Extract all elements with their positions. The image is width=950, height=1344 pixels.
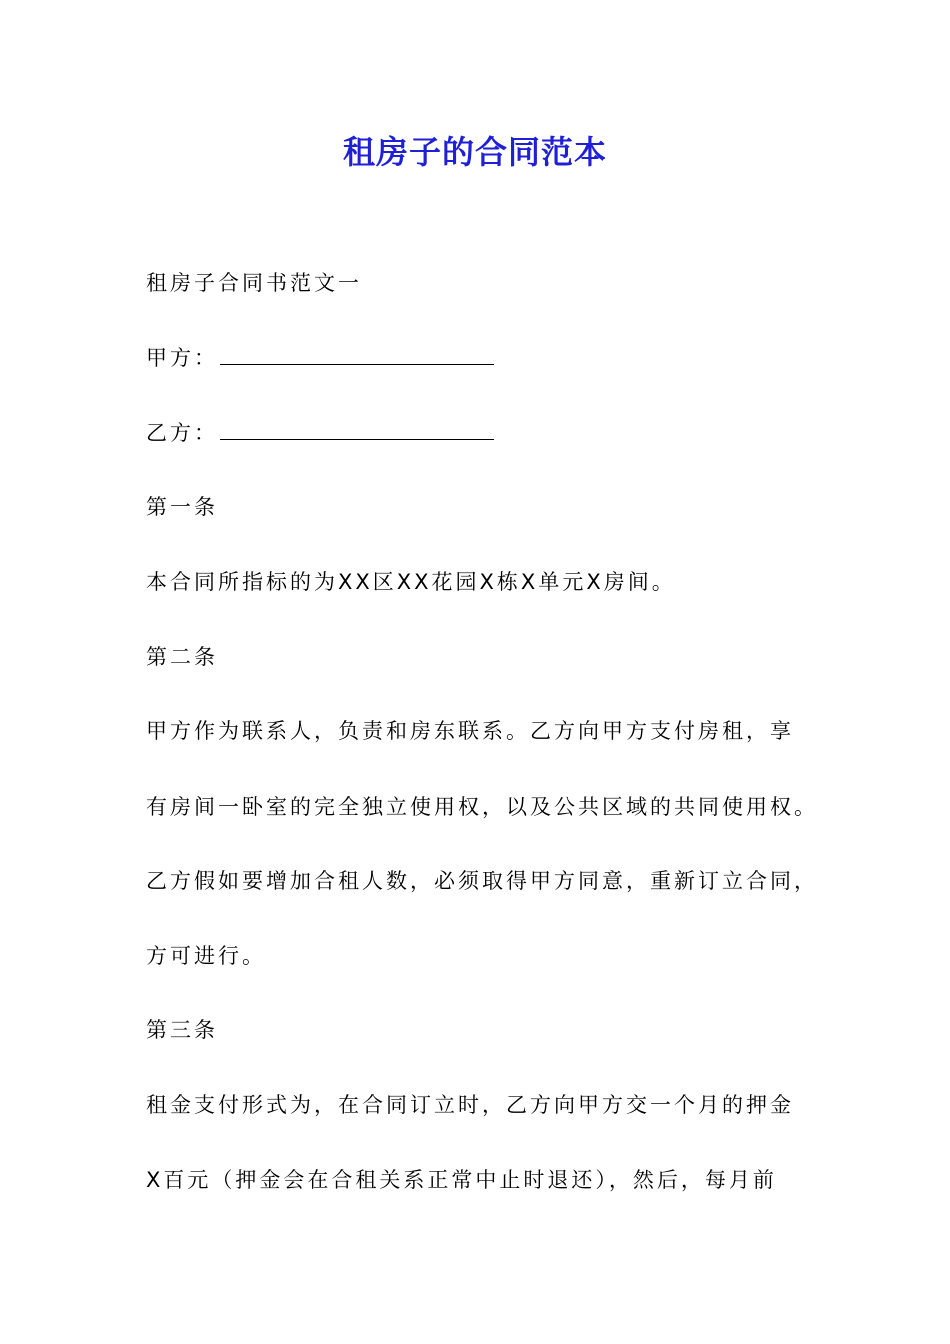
article-2-line: 有房间一卧室的完全独立使用权，以及公共区域的共同使用权。 bbox=[146, 795, 818, 819]
article-1-heading: 第一条 bbox=[146, 495, 218, 519]
party-b-row bbox=[146, 418, 494, 448]
article-2-line: 甲方作为联系人，负责和房东联系。乙方向甲方支付房租，享 bbox=[146, 719, 794, 743]
article-3-line: 租金支付形式为，在合同订立时，乙方向甲方交一个月的押金 bbox=[146, 1093, 794, 1117]
document-title: 租房子的合同范本 bbox=[342, 133, 607, 171]
party-a-blank bbox=[220, 346, 494, 365]
article-1-text: 本合同所指标的为XX区XX花园X栋X单元X房间。 bbox=[146, 570, 676, 594]
article-2-heading: 第二条 bbox=[146, 645, 218, 669]
party-b-label: 乙方： bbox=[146, 421, 218, 445]
document-subtitle: 租房子合同书范文一 bbox=[146, 271, 362, 295]
party-a-row bbox=[146, 343, 494, 373]
party-a-label: 甲方： bbox=[146, 346, 218, 370]
article-2-line: 方可进行。 bbox=[146, 944, 266, 968]
article-3-heading: 第三条 bbox=[146, 1018, 218, 1042]
article-2-line: 乙方假如要增加合租人数，必须取得甲方同意，重新订立合同， bbox=[146, 869, 818, 893]
article-3-line: X百元（押金会在合租关系正常中止时退还），然后，每月前 bbox=[146, 1168, 777, 1192]
party-b-blank bbox=[220, 421, 494, 440]
